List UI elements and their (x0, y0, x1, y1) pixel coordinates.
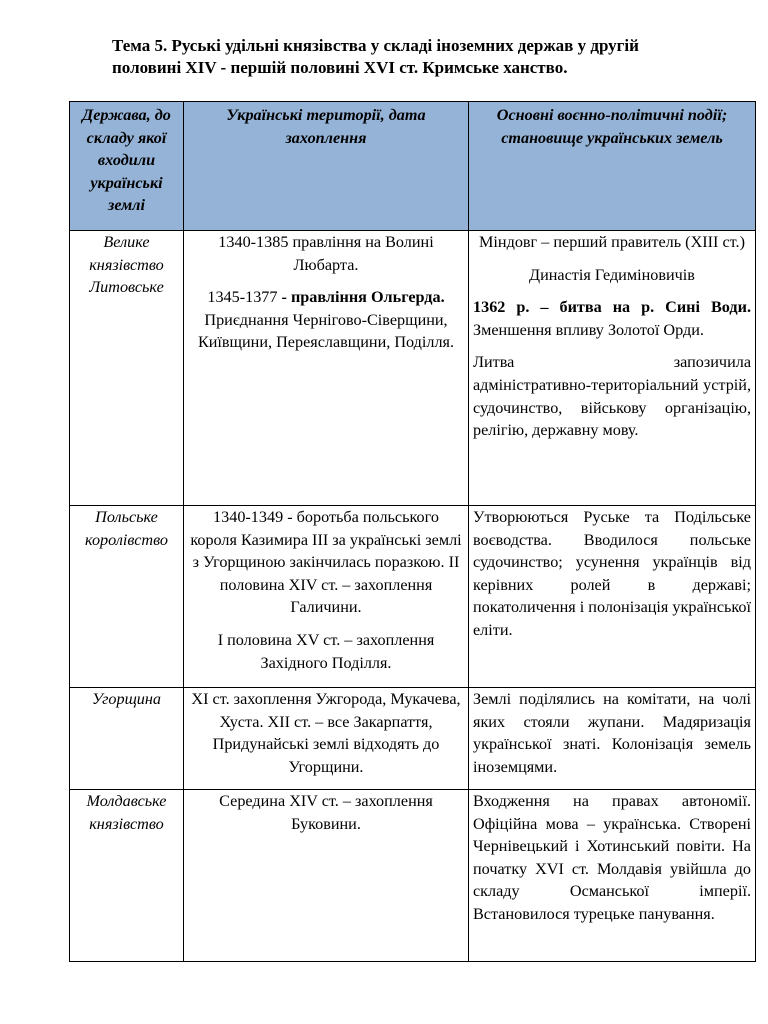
territory-cell (184, 231, 469, 506)
table-row (70, 231, 756, 506)
territory-cell: XI ст. захоплення Ужгорода, Мукачева, Хуста. XII ст. – все Закарпаття, Придунайські землі відходять до Угорщини. (184, 688, 469, 790)
title-line-2: половині XIV - першій половині XVI ст. Кримське ханство. (112, 58, 568, 77)
territory-date: 1345-1377 (207, 288, 282, 307)
table-row (70, 688, 756, 790)
territory-paragraph: I половина XV ст. – захоплення Західного Поділля. (217, 630, 435, 672)
territory-emphasis: - правління Ольгерда. (281, 288, 445, 307)
page-title (112, 35, 712, 79)
header-events: Основні воєнно-політичні події; становище українських земель (469, 102, 756, 231)
events-cell: Входження на правах автономії. Офіційна мова – українська. Створені Чернівецький і Хотинський повіти. На початку XVI ст. Молдавія увійшла до складу Османської імперії. Встановилося турецьке панування. (469, 790, 756, 962)
events-paragraph (473, 351, 751, 441)
title-line-1: Тема 5. Руські удільні князівства у складі іноземних держав у другій (112, 36, 639, 55)
territory-cell (184, 506, 469, 688)
table-row (70, 506, 756, 688)
events-text: адміністративно-територіальний устрій, судочинство, військову організацію, релігію, державну мову. (473, 375, 751, 440)
header-territory: Українські території, дата захоплення (184, 102, 469, 231)
table-header-row (70, 102, 756, 231)
events-cell: Утворюються Руське та Подільське воєводства. Вводилося польське судочинство; усунення українців від керівних ролей в державі; покатоличення і полонізація української еліти. (469, 506, 756, 688)
territory-paragraph: 1340-1385 правління на Волині Любарта. (218, 233, 434, 274)
territory-text: Приєднання Чернігово-Сіверщини, Київщини, Переяславщини, Поділля. (197, 310, 455, 352)
events-emphasis: 1362 р. – битва на р. Сині Води. (473, 298, 751, 317)
territory-paragraph (188, 286, 464, 354)
header-state: Держава, до складу якої входили українські землі (70, 102, 184, 231)
history-table (69, 101, 756, 962)
state-cell: Угорщина (70, 688, 184, 790)
events-cell (469, 231, 756, 506)
table-row (70, 790, 756, 962)
events-paragraph (473, 296, 751, 341)
events-text: Зменшення впливу Золотої Орди. (473, 320, 704, 339)
events-cell: Землі поділялись на комітати, на чолі яких стояли жупани. Мадяризація української знаті. Колонізація земель іноземцями. (469, 688, 756, 790)
territory-paragraph: 1340-1349 - боротьба польського короля Казимира III за українські землі з Угорщиною закінчилась поразкою. II половина XIV ст. – захоплення Галичини. (190, 508, 462, 617)
events-paragraph: Міндовг – перший правитель (XIII ст.) (479, 233, 745, 251)
state-cell: Польське королівство (70, 506, 184, 688)
state-cell: Молдавське князівство (70, 790, 184, 962)
state-cell: Велике князівство Литовське (70, 231, 184, 506)
territory-cell: Середина XIV ст. – захоплення Буковини. (184, 790, 469, 962)
events-text: Литва запозичила (473, 353, 751, 372)
events-paragraph: Династія Гедиміновичів (529, 265, 695, 284)
